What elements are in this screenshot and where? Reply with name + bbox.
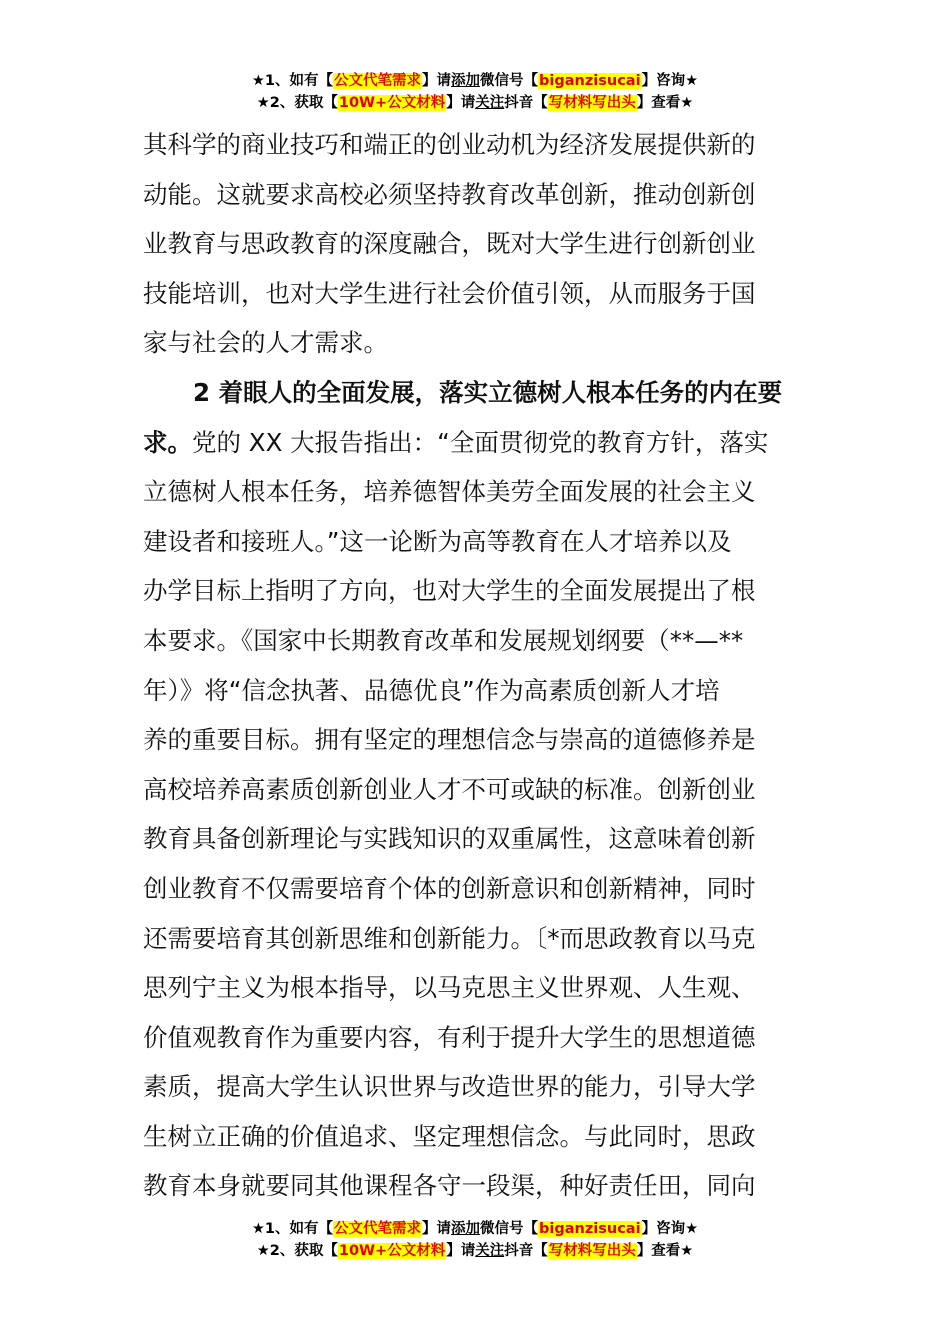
body-line: 还需要培育其创新思维和创新能力。〔*而思政教育以马克 xyxy=(143,923,756,953)
body-line: 思列宁主义为根本指导，以马克思主义世界观、人生观、 xyxy=(143,973,756,1003)
follow-underlined: 关注 xyxy=(475,95,505,111)
banner-prefix: ★1、如有【 xyxy=(251,1221,334,1237)
banner-text: 】请 xyxy=(446,95,476,111)
banner-suffix: 】咨询★ xyxy=(641,73,699,89)
banner-prefix: ★2、获取【 xyxy=(256,95,338,111)
banner-text: 】请 xyxy=(422,1221,452,1237)
body-line: 价值观教育作为重要内容，有利于提升大学生的思想道德 xyxy=(143,1022,756,1052)
body-line: 生树立正确的价值追求、坚定理想信念。与此同时，思政 xyxy=(143,1121,756,1151)
body-line: 教育本身就要同其他课程各守一段渠，种好责任田，同向 xyxy=(143,1171,756,1201)
banner-suffix: 】查看★ xyxy=(636,1243,694,1259)
body-line: 教育具备创新理论与实践知识的双重属性，这意味着创新 xyxy=(143,824,756,854)
section-heading-end: 求。 xyxy=(143,427,192,457)
add-underlined: 添加 xyxy=(451,1221,481,1237)
body-line: 其科学的商业技巧和端正的创业动机为经济发展提供新的 xyxy=(143,130,756,159)
service-highlight: 公文代笔需求 xyxy=(334,1221,422,1237)
body-line: 本要求。《国家中长期教育改革和发展规划纲要（**—** xyxy=(143,625,744,655)
document-body xyxy=(143,120,823,1211)
body-line: 动能。这就要求高校必须坚持教育改革创新，推动创新创 xyxy=(143,179,756,209)
body-line: 家与社会的人才需求。 xyxy=(143,328,388,358)
body-line: 素质，提高大学生认识世界与改造世界的能力，引导大学 xyxy=(143,1072,756,1102)
banner-text: 】请 xyxy=(446,1243,476,1259)
wechat-id-highlight: biganzisucai xyxy=(539,1221,641,1237)
banner-line-2 xyxy=(0,1240,950,1262)
body-line: 养的重要目标。拥有坚定的理想信念与崇高的道德修养是 xyxy=(143,725,756,755)
douyin-highlight: 写材料写出头 xyxy=(548,1243,636,1259)
wechat-id-highlight: biganzisucai xyxy=(539,73,641,89)
banner-line-1 xyxy=(0,70,950,92)
banner-prefix: ★1、如有【 xyxy=(251,73,334,89)
banner-line-2 xyxy=(0,92,950,114)
body-line: 技能培训，也对大学生进行社会价值引领，从而服务于国 xyxy=(143,278,756,308)
follow-underlined: 关注 xyxy=(475,1243,505,1259)
materials-highlight: 10W+公文材料 xyxy=(338,1243,446,1259)
service-highlight: 公文代笔需求 xyxy=(334,73,422,89)
banner-suffix: 】查看★ xyxy=(636,95,694,111)
banner-text: 微信号【 xyxy=(480,73,539,89)
add-underlined: 添加 xyxy=(451,73,481,89)
banner-text: 抖音【 xyxy=(504,95,548,111)
banner-prefix: ★2、获取【 xyxy=(256,1243,338,1259)
banner-line-1 xyxy=(0,1218,950,1240)
body-line: 创业教育不仅需要培育个体的创新意识和创新精神，同时 xyxy=(143,873,756,903)
douyin-highlight: 写材料写出头 xyxy=(548,95,636,111)
body-line: 业教育与思政教育的深度融合，既对大学生进行创新创业 xyxy=(143,229,756,259)
body-line: 建设者和接班人。”这一论断为高等教育在人才培养以及 xyxy=(143,526,732,556)
banner-text: 】请 xyxy=(422,73,452,89)
banner-text: 微信号【 xyxy=(480,1221,539,1237)
body-line: 年）》将“信念执著、品德优良”作为高素质创新人才培 xyxy=(143,675,720,705)
materials-highlight: 10W+公文材料 xyxy=(338,95,446,111)
section-heading: 2 着眼人的全面发展，落实立德树人根本任务的内在要 xyxy=(193,377,783,407)
body-line: 立德树人根本任务，培养德智体美劳全面发展的社会主义 xyxy=(143,477,756,507)
banner-suffix: 】咨询★ xyxy=(641,1221,699,1237)
header-banner xyxy=(0,70,950,114)
banner-text: 抖音【 xyxy=(504,1243,548,1259)
body-line: 办学目标上指明了方向，也对大学生的全面发展提出了根 xyxy=(143,576,756,606)
footer-banner xyxy=(0,1218,950,1262)
body-line-text: 党的 XX 大报告指出：“全面贯彻党的教育方针，落实 xyxy=(192,427,769,457)
body-line: 高校培养高素质创新创业人才不可或缺的标准。创新创业 xyxy=(143,774,756,804)
body-line xyxy=(143,418,823,468)
